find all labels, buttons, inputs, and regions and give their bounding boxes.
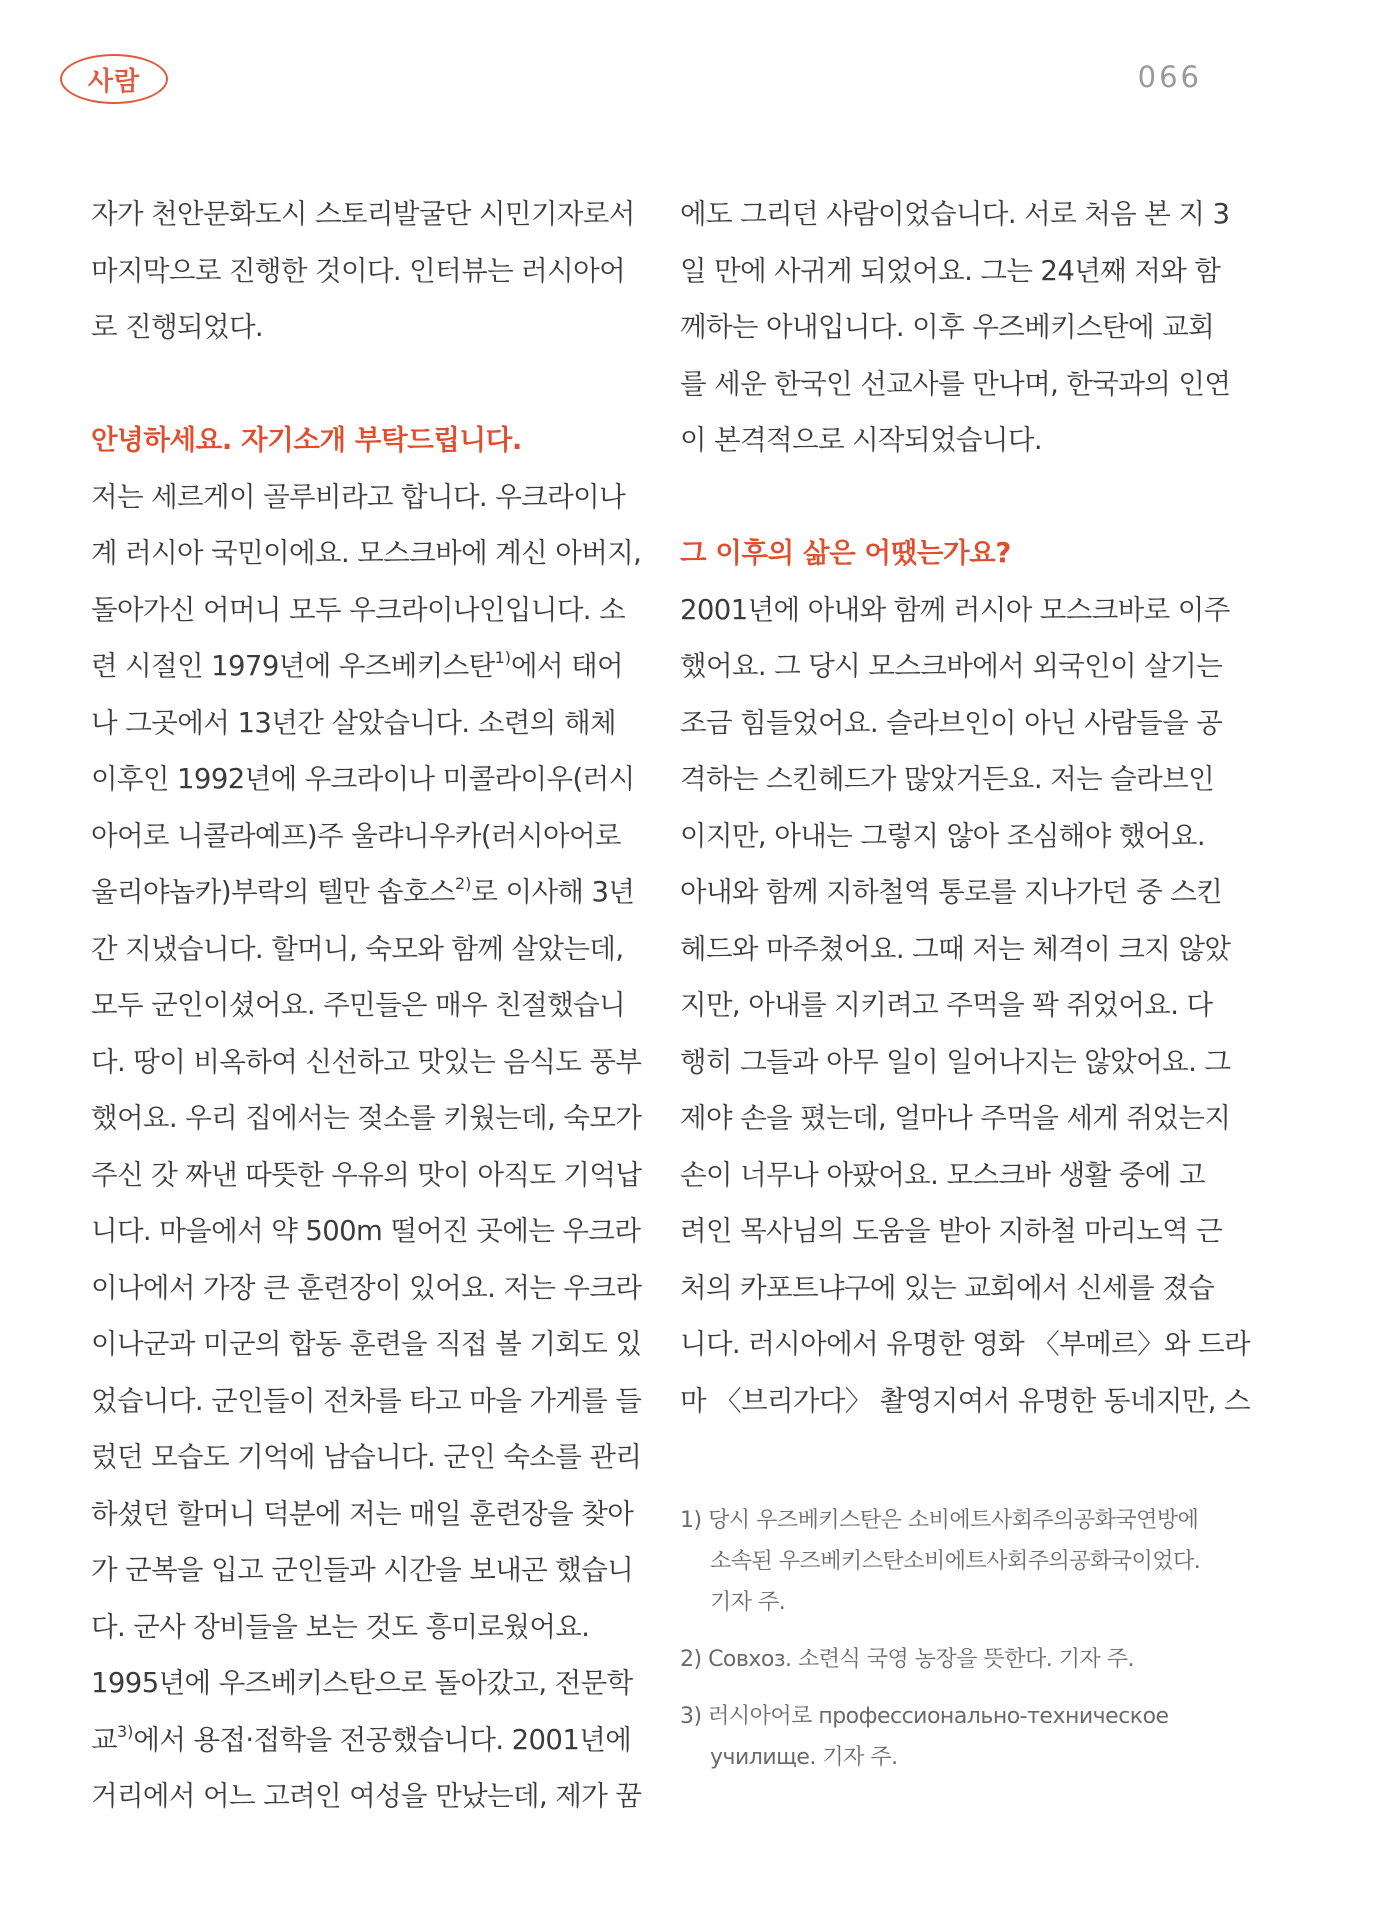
body-text-line [680, 977, 1213, 1034]
body-text-line [91, 582, 626, 639]
body-text: 하셨던 할머니 덕분에 저는 매일 훈련장을 찾아 [91, 1497, 634, 1530]
body-text: 지만, 아내를 지키려고 주먹을 꽉 쥐었어요. 다 [680, 989, 1213, 1021]
body-text-line [680, 1034, 1231, 1091]
body-text-line [680, 1316, 1251, 1373]
body-text-line [91, 1599, 616, 1656]
body-text: 려인 목사님의 도움을 받아 지하철 마리노역 근 [680, 1215, 1223, 1247]
footnotes [680, 1500, 1240, 1794]
footnote-item [680, 1696, 1240, 1778]
question-text: 그 이후의 삶은 어땠는가요? [680, 537, 1011, 569]
body-text: 울리야놉카)부락의 텔만 솝호스 [91, 876, 455, 908]
footnote-line: 1) 당시 우즈베키스탄은 소비에트사회주의공화국연방에 [680, 1508, 1199, 1533]
body-text: 행히 그들과 아무 일이 일어나지는 않았어요. 그 [680, 1045, 1231, 1078]
body-text-line [680, 864, 1223, 921]
body-text-line [91, 1768, 642, 1825]
footnote-line: 2) Совхоз. 소련식 국영 농장을 뜻한다. 기자 주. [680, 1647, 1135, 1672]
interview-question [91, 412, 616, 469]
body-text: 계 러시아 국민이에요. 모스크바에 계신 아버지, [91, 537, 642, 569]
body-text-line [680, 1373, 1251, 1430]
body-text: 이후인 1992년에 우크라이나 미콜라이우(러시 [91, 763, 635, 795]
body-text-line [680, 412, 1205, 469]
body-text-line [91, 1429, 642, 1486]
body-text: 에서 태어 [511, 650, 624, 682]
body-text-line [680, 186, 1230, 243]
footnote-item [680, 1639, 1240, 1680]
body-text-line [680, 356, 1231, 413]
body-text-line [91, 1316, 642, 1373]
body-text-line [91, 808, 621, 865]
body-text: 격하는 스킨헤드가 많았거든요. 저는 슬라브인 [680, 763, 1215, 795]
body-text-line [91, 1090, 642, 1147]
body-text-line [91, 695, 616, 752]
interview-question [680, 525, 1205, 582]
body-text-line [91, 921, 624, 978]
body-text: 에도 그리던 사람이었습니다. 서로 처음 본 지 3 [680, 198, 1230, 230]
right-column [680, 186, 1251, 1429]
body-text: 다. 땅이 비옥하여 신선하고 맛있는 음식도 풍부 [91, 1045, 642, 1078]
body-text-line [91, 299, 616, 356]
body-text-line [91, 1373, 642, 1430]
body-text: 렀던 모습도 기억에 남습니다. 군인 숙소를 관리 [91, 1441, 642, 1473]
body-text-line [680, 1260, 1215, 1317]
body-text: 니다. 마을에서 약 500m 떨어진 곳에는 우크라 [91, 1215, 641, 1247]
body-text: 저는 세르게이 골루비라고 합니다. 우크라이나 [91, 480, 626, 513]
body-text-line [680, 582, 1230, 639]
body-text: 일 만에 사귀게 되었어요. 그는 24년째 저와 함 [680, 254, 1221, 287]
body-text: 주신 갓 짜낸 따뜻한 우유의 맛이 아직도 기억납 [91, 1158, 642, 1191]
body-text-line [680, 808, 1205, 865]
footnote-marker: 2) [454, 874, 472, 893]
body-text: 헤드와 마주쳤어요. 그때 저는 체격이 크지 않았 [680, 932, 1231, 965]
body-text-line [680, 243, 1221, 300]
paragraph-spacer [91, 356, 616, 413]
body-text: 께하는 아내입니다. 이후 우즈베키스탄에 교회 [680, 311, 1215, 343]
body-text-line [91, 243, 626, 300]
paragraph-spacer [680, 469, 1205, 526]
body-text-line [91, 1542, 634, 1599]
body-text: 아내와 함께 지하철역 통로를 지나가던 중 스킨 [680, 876, 1223, 908]
body-text-line [680, 751, 1215, 808]
body-text: 2001년에 아내와 함께 러시아 모스크바로 이주 [680, 593, 1230, 626]
footnote-item [680, 1500, 1240, 1623]
body-text: 이나군과 미군의 합동 훈련을 직접 볼 기회도 있 [91, 1328, 642, 1360]
body-text: 이나에서 가장 큰 훈련장이 있어요. 저는 우크라 [91, 1271, 642, 1304]
body-text: 련 시절인 1979년에 우즈베키스탄 [91, 650, 495, 682]
body-text: 했어요. 우리 집에서는 젖소를 키웠는데, 숙모가 [91, 1102, 642, 1134]
body-text-line [91, 864, 635, 921]
left-column [91, 186, 642, 1825]
body-text: 거리에서 어느 고려인 여성을 만났는데, 제가 꿈 [91, 1780, 642, 1812]
page-number: 066 [1137, 60, 1202, 94]
body-text: 에서 용접·접학을 전공했습니다. 2001년에 [133, 1723, 632, 1756]
footnote-marker: 3) [116, 1721, 134, 1741]
footnote-marker: 1) [494, 648, 512, 667]
body-text: 이지만, 아내는 그렇지 않아 조심해야 했어요. [680, 819, 1205, 852]
body-text-line [91, 525, 642, 582]
body-text: 자가 천안문화도시 스토리발굴단 시민기자로서 [91, 198, 635, 230]
body-text: 가 군복을 입고 군인들과 시간을 보내곤 했습니 [91, 1554, 634, 1586]
footnote-line: 3) 러시아어로 профессионально-техническое [680, 1704, 1169, 1729]
body-text: 로 진행되었다. [91, 311, 264, 343]
body-text: 모두 군인이셨어요. 주민들은 매우 친절했습니 [91, 989, 626, 1021]
body-text: 처의 카포트냐구에 있는 교회에서 신세를 졌습 [680, 1271, 1215, 1304]
body-text: 를 세운 한국인 선교사를 만나며, 한국과의 인연 [680, 367, 1231, 400]
body-text: 이 본격적으로 시작되었습니다. [680, 424, 1042, 456]
body-text-line [91, 977, 626, 1034]
body-text-line [680, 1147, 1205, 1204]
body-text: 돌아가신 어머니 모두 우크라이나인입니다. 소 [91, 593, 626, 626]
body-text-line [680, 299, 1215, 356]
page-header [0, 0, 1400, 140]
body-text: 교 [91, 1723, 117, 1756]
body-text: 마지막으로 진행한 것이다. 인터뷰는 러시아어 [91, 254, 626, 287]
body-text: 1995년에 우즈베키스탄으로 돌아갔고, 전문학 [91, 1667, 633, 1699]
body-text-line [680, 1090, 1231, 1147]
body-text: 다. 군사 장비들을 보는 것도 흥미로웠어요. [91, 1610, 590, 1643]
footnote-line: училище. 기자 주. [710, 1745, 898, 1770]
body-text: 조금 힘들었어요. 슬라브인이 아닌 사람들을 공 [680, 706, 1223, 739]
body-text-line [680, 638, 1223, 695]
body-text: 었습니다. 군인들이 전차를 타고 마을 가게를 들 [91, 1384, 642, 1417]
body-text-line [680, 695, 1223, 752]
body-text: 간 지냈습니다. 할머니, 숙모와 함께 살았는데, [91, 932, 624, 965]
body-text-line [91, 1147, 642, 1204]
body-text-line [680, 1203, 1223, 1260]
body-text: 손이 너무나 아팠어요. 모스크바 생활 중에 고 [680, 1158, 1205, 1191]
body-text-line [91, 1260, 642, 1317]
body-text: 나 그곳에서 13년간 살았습니다. 소련의 해체 [91, 706, 616, 739]
body-text: 마 〈브리가다〉 촬영지여서 유명한 동네지만, 스 [680, 1384, 1251, 1417]
body-text-line [91, 1486, 634, 1543]
body-text-line [91, 469, 626, 526]
body-text: 니다. 러시아에서 유명한 영화 〈부메르〉와 드라 [680, 1328, 1251, 1360]
body-text-line [680, 921, 1231, 978]
section-badge: 사람 [60, 54, 168, 104]
body-text-line [91, 186, 635, 243]
body-text: 했어요. 그 당시 모스크바에서 외국인이 살기는 [680, 650, 1223, 682]
body-text: 제야 손을 폈는데, 얼마나 주먹을 세게 쥐었는지 [680, 1102, 1231, 1134]
body-text-line [91, 1203, 641, 1260]
question-text: 안녕하세요. 자기소개 부탁드립니다. [91, 424, 522, 456]
body-text: 로 이사해 3년 [471, 876, 635, 908]
body-text-line [91, 1034, 642, 1091]
body-text-line [91, 751, 635, 808]
body-text-line [91, 1655, 633, 1712]
body-text-line [91, 638, 624, 695]
body-text: 아어로 니콜라예프)주 울랴니우카(러시아어로 [91, 819, 621, 852]
footnote-line: 소속된 우즈베키스탄소비에트사회주의공화국이었다. [710, 1549, 1201, 1574]
footnote-line: 기자 주. [710, 1590, 786, 1615]
body-text-line [91, 1712, 632, 1769]
